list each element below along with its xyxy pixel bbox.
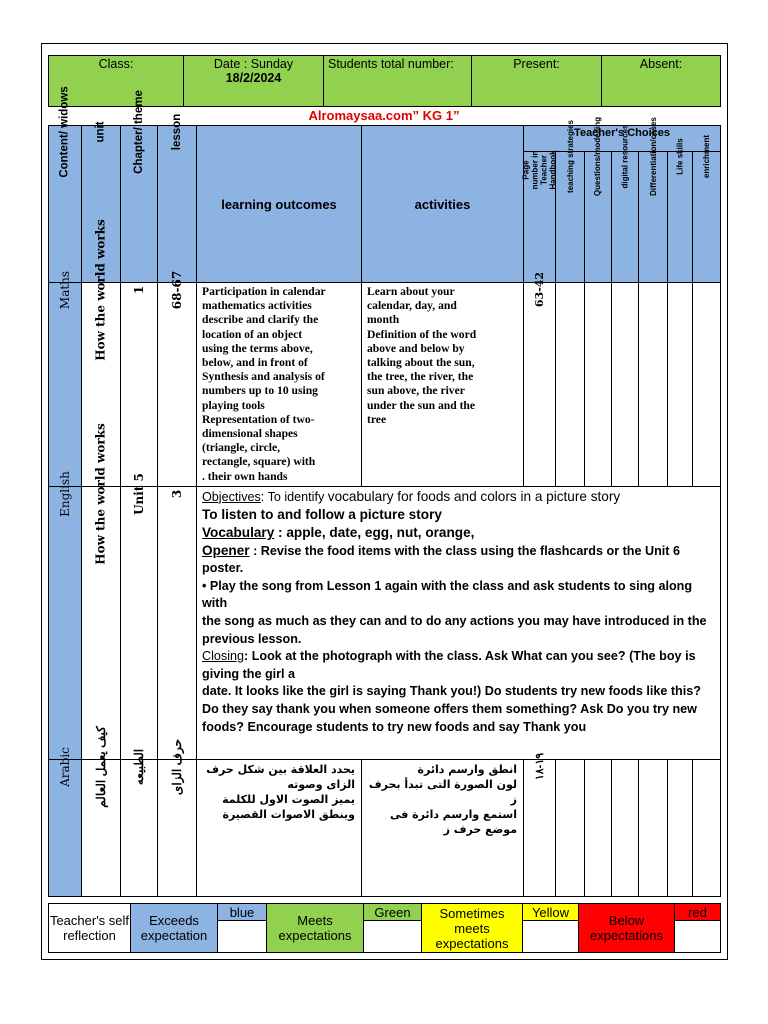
maths-activities: Learn about your calendar, day, and month Definition of the word above and below by talking about the sun, the tree, the river, the sun above, the river under the sun and the tree bbox=[362, 283, 524, 487]
maths-row bbox=[49, 283, 721, 487]
present-label: Present: bbox=[513, 57, 560, 71]
english-chapter: Unit 5 bbox=[121, 486, 158, 759]
english-lesson: 3 bbox=[158, 486, 197, 759]
arabic-choice-cell bbox=[693, 759, 721, 896]
col-outcomes: learning outcomes bbox=[197, 126, 362, 283]
col-content: Content/ widows bbox=[49, 126, 82, 283]
col-enrichment: enrichment bbox=[693, 152, 721, 283]
date-cell bbox=[184, 56, 324, 107]
blue-tag: blue bbox=[218, 904, 267, 921]
below-cell: Below expectations bbox=[579, 904, 675, 953]
absent-label: Absent: bbox=[639, 57, 683, 71]
col-differentiation: Differentiation/cases bbox=[639, 152, 668, 283]
arabic-choice-cell bbox=[612, 759, 639, 896]
arabic-activities: انطق وارسم دائرة لون الصورة التى تبدأ بحرف ز استمع وارسم دائرة فى موضع حرف ز bbox=[362, 759, 524, 896]
closing-label: Closing bbox=[202, 649, 244, 664]
col-lesson: lesson bbox=[158, 126, 197, 283]
maths-choice-cell bbox=[693, 283, 721, 487]
yellow-checkbox[interactable] bbox=[523, 921, 579, 953]
lesson-header bbox=[48, 55, 721, 107]
col-page-number: Page number in Teacher Handbook bbox=[524, 152, 556, 283]
arabic-subject: Arabic bbox=[49, 759, 82, 896]
maths-outcomes: Participation in calendar mathematics activities describe and clarify the location of an object using the terms above, below, and in front of Synthesis and analysis of numbers up to 10 using playing tools Representation of two- dimensional shapes (triangle, circle, rectangle, square) with . their own hands bbox=[197, 283, 362, 487]
maths-subject: Maths bbox=[49, 283, 82, 487]
meets-cell: Meets expectations bbox=[267, 904, 364, 953]
blue-checkbox[interactable] bbox=[218, 921, 267, 953]
objectives-text: vocabulary for foods and colors in a picture story bbox=[327, 488, 621, 504]
col-strategies: teaching strategies bbox=[556, 152, 585, 283]
objectives-label: Objectives bbox=[202, 489, 261, 504]
vocabulary-text: : apple, date, egg, nut, orange, bbox=[274, 525, 475, 541]
maths-choice-cell bbox=[585, 283, 612, 487]
maths-choice-cell bbox=[612, 283, 639, 487]
english-row bbox=[49, 486, 721, 759]
yellow-tag: Yellow bbox=[523, 904, 579, 921]
red-tag: red bbox=[675, 904, 721, 921]
opener-text: : Revise the food items with the class using the flashcards or the Unit 6 poster. bbox=[202, 543, 680, 576]
self-reflection-table bbox=[48, 903, 721, 953]
closing-text: : Look at the photograph with the class. Ask What can you see? (The boy is giving the girl a bbox=[202, 649, 696, 681]
maths-choice-cell bbox=[639, 283, 668, 487]
site-line: Alromaysaa.com” KG 1” bbox=[308, 108, 460, 123]
maths-unit: How the world works bbox=[82, 283, 121, 487]
maths-chapter: 1 bbox=[121, 283, 158, 487]
arabic-choice-cell bbox=[639, 759, 668, 896]
col-questions: Questions/modelling bbox=[585, 152, 612, 283]
vocabulary-label: Vocabulary bbox=[202, 525, 275, 541]
green-checkbox[interactable] bbox=[364, 921, 422, 953]
date-label: Date : Sunday bbox=[213, 57, 294, 71]
arabic-choice-cell bbox=[556, 759, 585, 896]
absent-cell bbox=[602, 56, 721, 107]
col-digital: digital resources bbox=[612, 152, 639, 283]
col-activities: activities bbox=[362, 126, 524, 283]
objective-two: To listen to and follow a picture story bbox=[202, 507, 442, 523]
exceeds-cell: Exceeds expectation bbox=[131, 904, 218, 953]
students-cell bbox=[324, 56, 472, 107]
english-plan-text: Objectives: To identify vocabulary for foods and colors in a picture story To listen to and follow a picture story Vocabulary : apple, date, egg, nut, orange, Opener : Revise the food items with the class using the flashcards or the Unit 6 poster. • Play the song from Lesson 1 again with the class and ask students to sing along with the song as much as they can and to do any actions you may have introduced in the previous lesson. Closing: Look at the photograph with the class. Ask What can you see? (The boy is giving the girl a date. It looks like the girl is saying Thank you!) Do students try new foods like this? Do they say thank you when someone offers them something? Ask Do you try new foods? Encourage students to try new foods and say Thank you bbox=[197, 486, 721, 759]
arabic-page: ١٩-١٨ bbox=[524, 759, 556, 896]
class-label: Class: bbox=[98, 57, 134, 71]
arabic-lesson: حرف الزاى bbox=[158, 759, 197, 896]
arabic-row bbox=[49, 759, 721, 896]
col-chapter: Chapter/ theme bbox=[121, 126, 158, 283]
maths-page: 63-42 bbox=[524, 283, 556, 487]
maths-choice-cell bbox=[668, 283, 693, 487]
arabic-unit: كيف يعمل العالم bbox=[82, 759, 121, 896]
arabic-choice-cell bbox=[668, 759, 693, 896]
arabic-outcomes: يحدد العلاقة بين شكل حرف الزاى وصوته يميز الصوت الاول للكلمة وينطق الاصوات القصيرة bbox=[197, 759, 362, 896]
teachers-choices-header: Teacher's Choices bbox=[524, 126, 721, 152]
maths-lesson: 68-67 bbox=[158, 283, 197, 487]
col-unit: unit bbox=[82, 126, 121, 283]
reflection-label: Teacher's self reflection bbox=[49, 904, 131, 953]
maths-choice-cell bbox=[556, 283, 585, 487]
arabic-choice-cell bbox=[585, 759, 612, 896]
arabic-chapter: الطبيعه bbox=[121, 759, 158, 896]
students-label: Students total number: bbox=[328, 57, 454, 71]
red-checkbox[interactable] bbox=[675, 921, 721, 953]
english-subject: English bbox=[49, 486, 82, 759]
present-cell bbox=[472, 56, 602, 107]
col-life-skills: Life skills bbox=[668, 152, 693, 283]
green-tag: Green bbox=[364, 904, 422, 921]
opener-label: Opener bbox=[202, 542, 250, 558]
date-value: 18/2/2024 bbox=[225, 71, 282, 85]
english-unit: How the world works bbox=[82, 486, 121, 759]
sometimes-cell: Sometimes meets expectations bbox=[422, 904, 523, 953]
